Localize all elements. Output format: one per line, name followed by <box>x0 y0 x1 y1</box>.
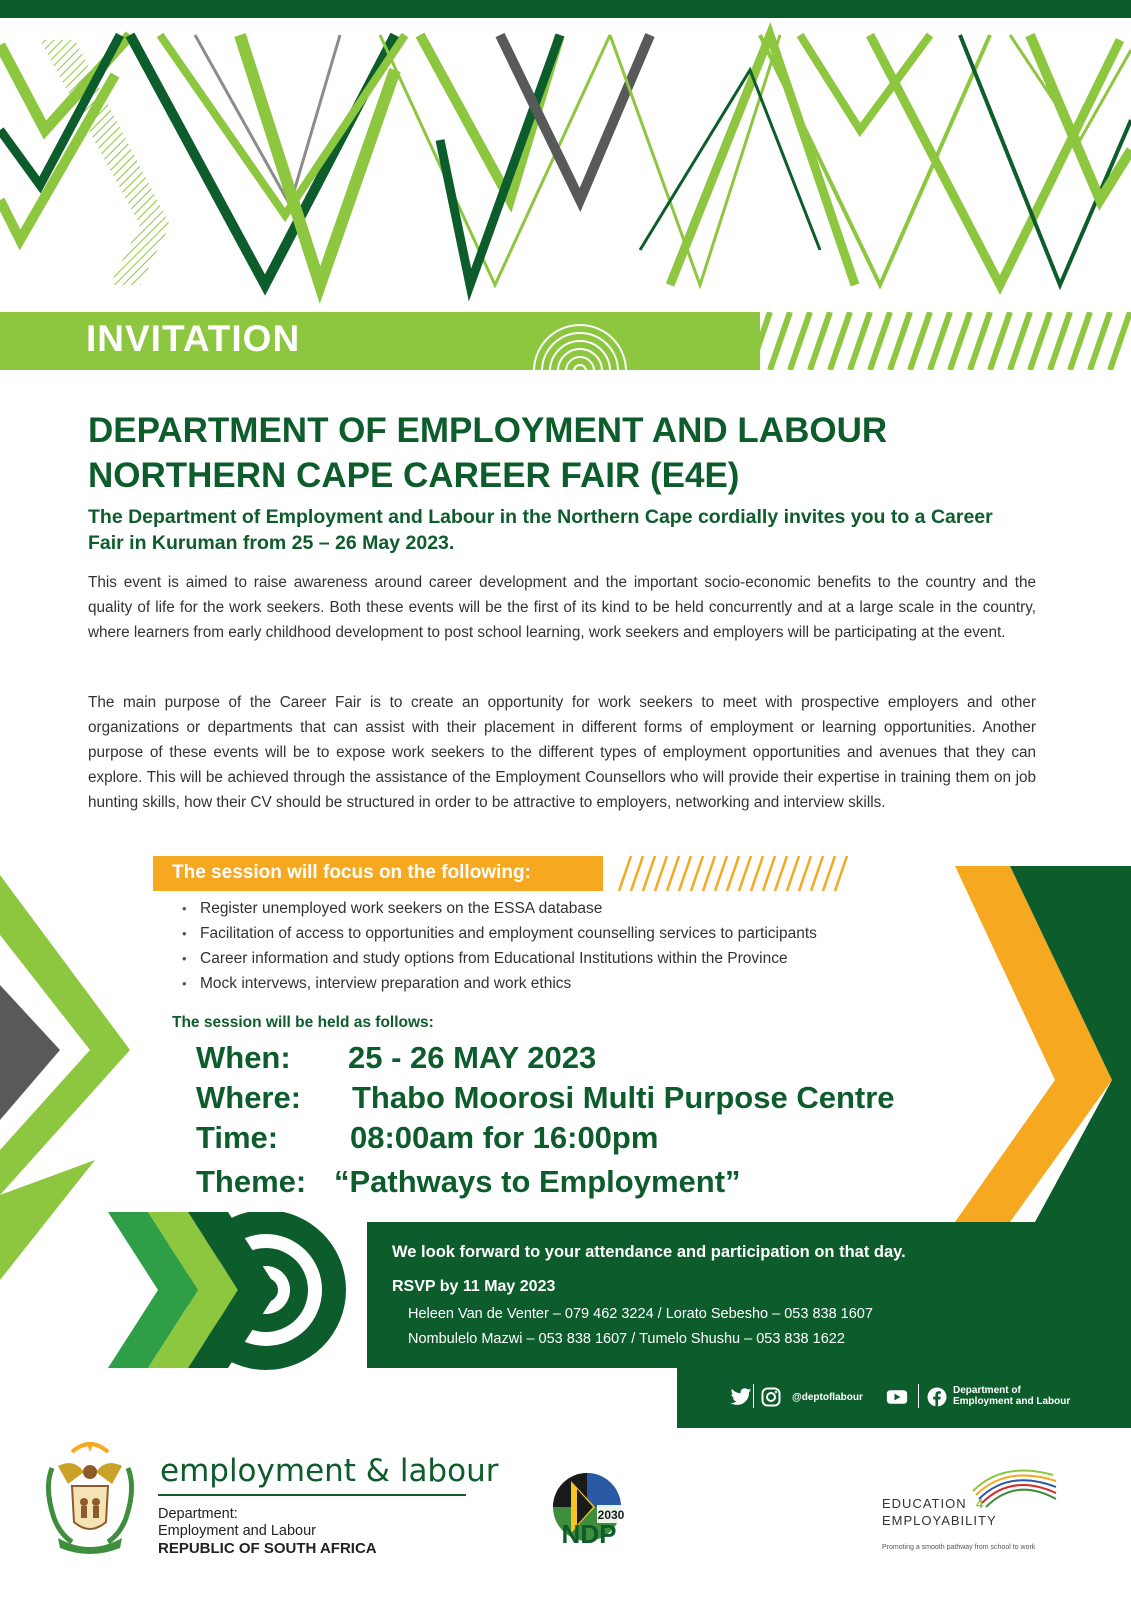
focus-list <box>182 896 817 996</box>
list-item: • Mock intervews, interview preparation and work ethics <box>182 971 817 996</box>
title-line-2: NORTHERN CAPE CAREER FAIR (E4E) <box>88 456 740 495</box>
rings-decoration <box>530 313 630 371</box>
department-label: Department: <box>158 1506 238 1522</box>
body-paragraph-2: The main purpose of the Career Fair is to create an opportunity for work seekers to meet with prospective employers and other organizations or departments that can assist with their placement in different forms of employment or learning opportunities. Another purpose of these events will be to expose work seekers to the different types of employment opportunities and avenues that they can explore. This will be achieved through the assistance of the Employment Counsellors who will provide their expertise in training them on job hunting skills, how their CV should be structured in order to be attractive to employers, networking and interview skills. <box>88 694 1036 811</box>
employment-labour-logo: employment & labour <box>160 1453 499 1489</box>
e4e-tagline: Promoting a smooth pathway from school to work <box>882 1544 1036 1551</box>
zigzag-decoration <box>0 18 1131 310</box>
where-value: Thabo Moorosi Multi Purpose Centre <box>352 1080 895 1115</box>
time-key: Time: <box>196 1120 279 1155</box>
instagram-icon[interactable] <box>760 1387 782 1407</box>
when-key: When: <box>196 1040 291 1075</box>
education-4-employability-logo <box>878 1463 1058 1553</box>
attendance-message: We look forward to your attendance and participation on that day. <box>392 1243 906 1261</box>
social-handle: @deptoflabour <box>792 1392 863 1403</box>
ndp-2030-logo <box>545 1467 635 1547</box>
divider <box>918 1384 919 1408</box>
rsvp-deadline: RSVP by 11 May 2023 <box>392 1278 556 1295</box>
list-item: • Register unemployed work seekers on the ESSA database <box>182 896 817 921</box>
title-line-1: DEPARTMENT OF EMPLOYMENT AND LABOUR <box>88 411 888 450</box>
hatch-decoration <box>740 312 1131 370</box>
youtube-icon[interactable] <box>886 1387 908 1407</box>
facebook-page-name: Department of Employment and Labour <box>953 1385 1071 1407</box>
department-name: Employment and Labour <box>158 1523 316 1539</box>
theme-key: Theme: <box>196 1164 307 1199</box>
e4e-line-2: EMPLOYABILITY <box>882 1513 997 1528</box>
ndp-year: 2030 <box>597 1508 625 1522</box>
when-value: 25 - 26 MAY 2023 <box>348 1040 597 1075</box>
invitation-title: INVITATION <box>86 318 301 359</box>
e4e-four: 4 <box>976 1496 984 1511</box>
ndp-text: NDP <box>561 1519 617 1547</box>
top-strip <box>0 0 1131 18</box>
time-value: 08:00am for 16:00pm <box>350 1120 659 1155</box>
contact-line-2: Nombulelo Mazwi – 053 838 1607 / Tumelo Shushu – 053 838 1622 <box>408 1331 845 1347</box>
body-paragraph-1: This event is aimed to raise awareness around career development and the important socio-economic benefits to the country and the quality of life for the work seekers. Both these events will be the first of its kind to be held concurrently and at a large scale in the country, where learners from early childhood development to post school learning, work seekers and employers will be participating at the event. <box>88 574 1036 641</box>
facebook-icon[interactable] <box>926 1387 948 1407</box>
focus-title: The session will focus on the following: <box>172 862 531 883</box>
hatch-decoration <box>615 856 855 891</box>
coat-of-arms-logo <box>42 1438 138 1556</box>
where-key: Where: <box>196 1080 302 1115</box>
contact-line-1: Heleen Van de Venter – 079 462 3224 / Lorato Sebesho – 053 838 1607 <box>408 1306 873 1322</box>
list-item: • Career information and study options from Educational Institutions within the Province <box>182 946 817 971</box>
session-label: The session will be held as follows: <box>172 1014 434 1031</box>
e4e-line-1: EDUCATION <box>882 1496 967 1511</box>
invite-subtitle: The Department of Employment and Labour in the Northern Cape cordially invites you to a Career Fair in Kuruman from 25 – 26 May 2023. <box>88 506 993 554</box>
divider <box>753 1384 754 1408</box>
divider <box>158 1494 466 1496</box>
country-name: REPUBLIC OF SOUTH AFRICA <box>158 1540 377 1557</box>
twitter-icon[interactable] <box>730 1387 752 1407</box>
theme-value: “Pathways to Employment” <box>334 1164 741 1199</box>
list-item: • Facilitation of access to opportunities and employment counselling services to participants <box>182 921 817 946</box>
target-decoration <box>108 1212 358 1372</box>
page-title <box>88 408 1068 498</box>
